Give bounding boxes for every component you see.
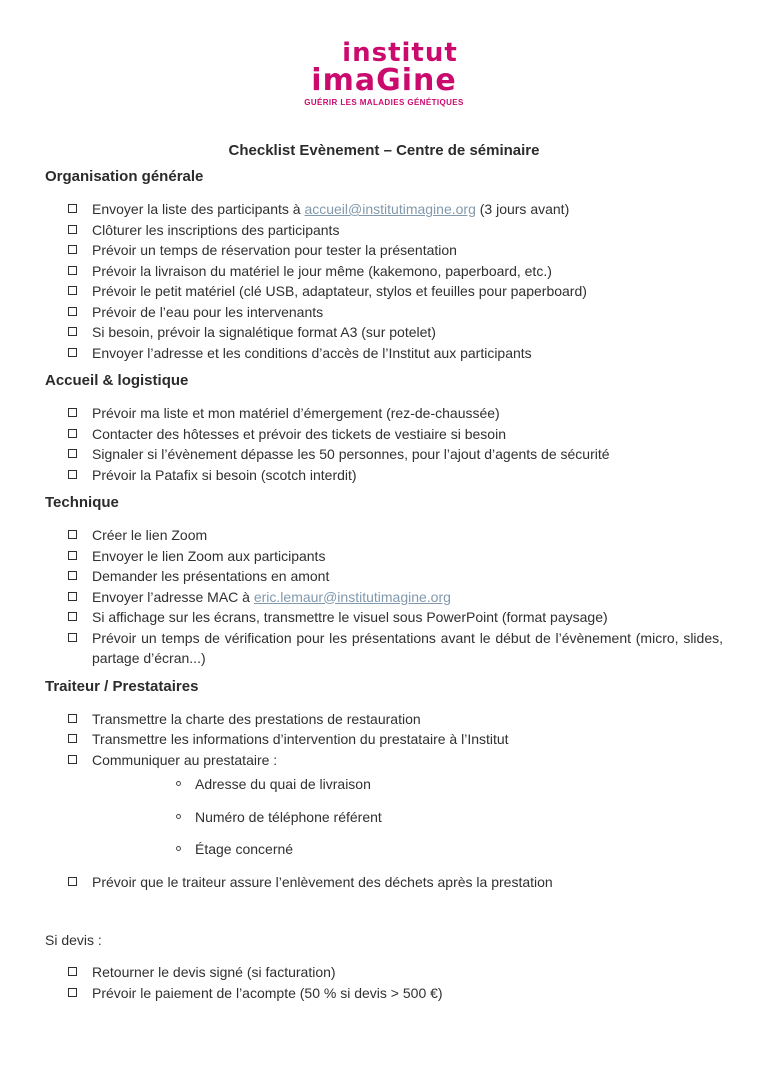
sub-item — [176, 774, 723, 795]
email-link-accueil[interactable]: accueil@institutimagine.org — [304, 201, 476, 217]
checkbox-icon — [68, 245, 77, 254]
checklist-item — [68, 220, 723, 241]
logo — [45, 40, 723, 110]
institut-imagine-logo — [304, 40, 464, 107]
sub-item — [176, 839, 723, 860]
checkbox-icon — [68, 429, 77, 438]
checkbox-icon — [68, 307, 77, 316]
checklist-item — [68, 962, 723, 983]
item-text: Envoyer le lien Zoom aux participants — [92, 547, 326, 564]
check-list — [45, 962, 723, 1003]
section-heading: Technique — [45, 494, 119, 511]
item-text: Prévoir un temps de vérification pour les présentations avant le début de l’évènement (micro, slides, partage d’écran...) — [92, 629, 723, 666]
checkbox-icon — [68, 530, 77, 539]
checklist-item — [68, 525, 723, 546]
checklist-item — [68, 729, 723, 750]
item-text: Prévoir le paiement de l’acompte (50 % si devis > 500 €) — [92, 984, 443, 1001]
section-organisation-generale — [45, 168, 723, 363]
checklist-item — [68, 983, 723, 1004]
checklist-item — [68, 872, 723, 893]
item-text: Clôturer les inscriptions des participants — [92, 221, 340, 238]
item-text: Créer le lien Zoom — [92, 527, 208, 543]
checklist-item — [68, 424, 723, 445]
checklist-item — [68, 607, 723, 628]
checkbox-icon — [68, 877, 77, 886]
si-devis-label: Si devis : — [45, 932, 102, 948]
checkbox-icon — [68, 327, 77, 336]
check-list — [45, 709, 723, 893]
checklist-item — [68, 444, 723, 465]
checkbox-icon — [68, 470, 77, 479]
item-text: Signaler si l’évènement dépasse les 50 personnes, pour l’ajout d’agents de sécurité — [92, 446, 610, 462]
section-heading: Organisation générale — [45, 168, 204, 185]
item-text: Si affichage sur les écrans, transmettre le visuel sous PowerPoint (format paysage) — [92, 609, 608, 625]
item-text-before: Envoyer la liste des participants à — [92, 201, 305, 217]
checkbox-icon — [68, 755, 77, 764]
item-text: Demander les présentations en amont — [92, 568, 330, 584]
checkbox-icon — [68, 571, 77, 580]
checklist-item — [68, 281, 723, 302]
item-text: Prévoir ma liste et mon matériel d’émergement (rez-de-chaussée) — [92, 405, 500, 421]
checklist-item — [68, 465, 723, 486]
checkbox-icon — [68, 348, 77, 357]
item-text: Retourner le devis signé (si facturation) — [92, 964, 336, 980]
checklist-item — [68, 240, 723, 261]
item-text: Prévoir de l’eau pour les intervenants — [92, 303, 324, 320]
sub-item-text: Numéro de téléphone référent — [195, 808, 382, 825]
item-text: Transmettre les informations d’intervention du prestataire à l’Institut — [92, 731, 509, 747]
circle-bullet-icon — [176, 846, 181, 851]
checklist-item — [68, 546, 723, 567]
section-technique — [45, 494, 723, 669]
checkbox-icon — [68, 225, 77, 234]
check-list — [45, 525, 723, 669]
item-text: Si besoin, prévoir la signalétique format A3 (sur potelet) — [92, 324, 436, 340]
checkbox-icon — [68, 988, 77, 997]
item-text: Contacter des hôtesses et prévoir des tickets de vestiaire si besoin — [92, 425, 506, 442]
sub-item-text: Adresse du quai de livraison — [195, 776, 371, 792]
checkbox-icon — [68, 612, 77, 621]
checklist-item — [68, 709, 723, 730]
checklist-item — [68, 199, 723, 220]
item-text: Prévoir le petit matériel (clé USB, adaptateur, stylos et feuilles pour paperboard) — [92, 283, 587, 299]
checklist-item — [68, 403, 723, 424]
section-heading: Traiteur / Prestataires — [45, 677, 199, 695]
item-text: Envoyer l’adresse et les conditions d’accès de l’Institut aux participants — [92, 344, 532, 361]
sub-item — [176, 807, 723, 828]
si-devis-block — [45, 932, 723, 1003]
document-title: Checklist Evènement – Centre de séminaire — [228, 142, 540, 159]
checkbox-icon — [68, 286, 77, 295]
checkbox-icon — [68, 266, 77, 275]
checklist-item — [68, 261, 723, 282]
item-text: Prévoir la livraison du matériel le jour même (kakemono, paperboard, etc.) — [92, 262, 552, 279]
logo-wordmark-line2: imaGine — [311, 63, 457, 98]
checklist-item — [68, 566, 723, 587]
checklist-item — [68, 750, 723, 872]
item-text: Communiquer au prestataire : — [92, 751, 278, 768]
circle-bullet-icon — [176, 781, 181, 786]
circle-bullet-icon — [176, 814, 181, 819]
checkbox-icon — [68, 551, 77, 560]
checklist-item — [68, 302, 723, 323]
item-text — [92, 201, 569, 217]
section-heading: Accueil & logistique — [45, 372, 189, 389]
section-traiteur-prestataires — [45, 678, 723, 893]
checkbox-icon — [68, 204, 77, 213]
item-text: Transmettre la charte des prestations de restauration — [92, 710, 421, 727]
checklist-item — [68, 587, 723, 608]
logo-tagline: GUÉRIR LES MALADIES GÉNÉTIQUES — [304, 98, 464, 107]
item-text: Prévoir un temps de réservation pour tester la présentation — [92, 242, 457, 258]
check-list — [45, 199, 723, 363]
email-link-eric-lemaur[interactable]: eric.lemaur@institutimagine.org — [253, 588, 451, 605]
checkbox-icon — [68, 449, 77, 458]
item-text-before: Envoyer l’adresse MAC à — [92, 588, 254, 605]
section-accueil-logistique — [45, 372, 723, 485]
checkbox-icon — [68, 592, 77, 601]
item-text: Prévoir la Patafix si besoin (scotch interdit) — [92, 466, 357, 483]
checklist-item — [68, 343, 723, 364]
checklist-item — [68, 322, 723, 343]
logo-wordmark-line1: institut — [342, 38, 458, 68]
item-text-after: (3 jours avant) — [475, 201, 570, 217]
checkbox-icon — [68, 734, 77, 743]
checklist-item — [68, 628, 723, 669]
item-text: Prévoir que le traiteur assure l’enlèvement des déchets après la prestation — [92, 873, 553, 890]
checkbox-icon — [68, 967, 77, 976]
sub-list — [176, 774, 723, 860]
item-text — [92, 589, 451, 605]
checkbox-icon — [68, 633, 77, 642]
checkbox-icon — [68, 714, 77, 723]
checkbox-icon — [68, 408, 77, 417]
check-list — [45, 403, 723, 485]
sub-item-text: Étage concerné — [195, 841, 294, 857]
